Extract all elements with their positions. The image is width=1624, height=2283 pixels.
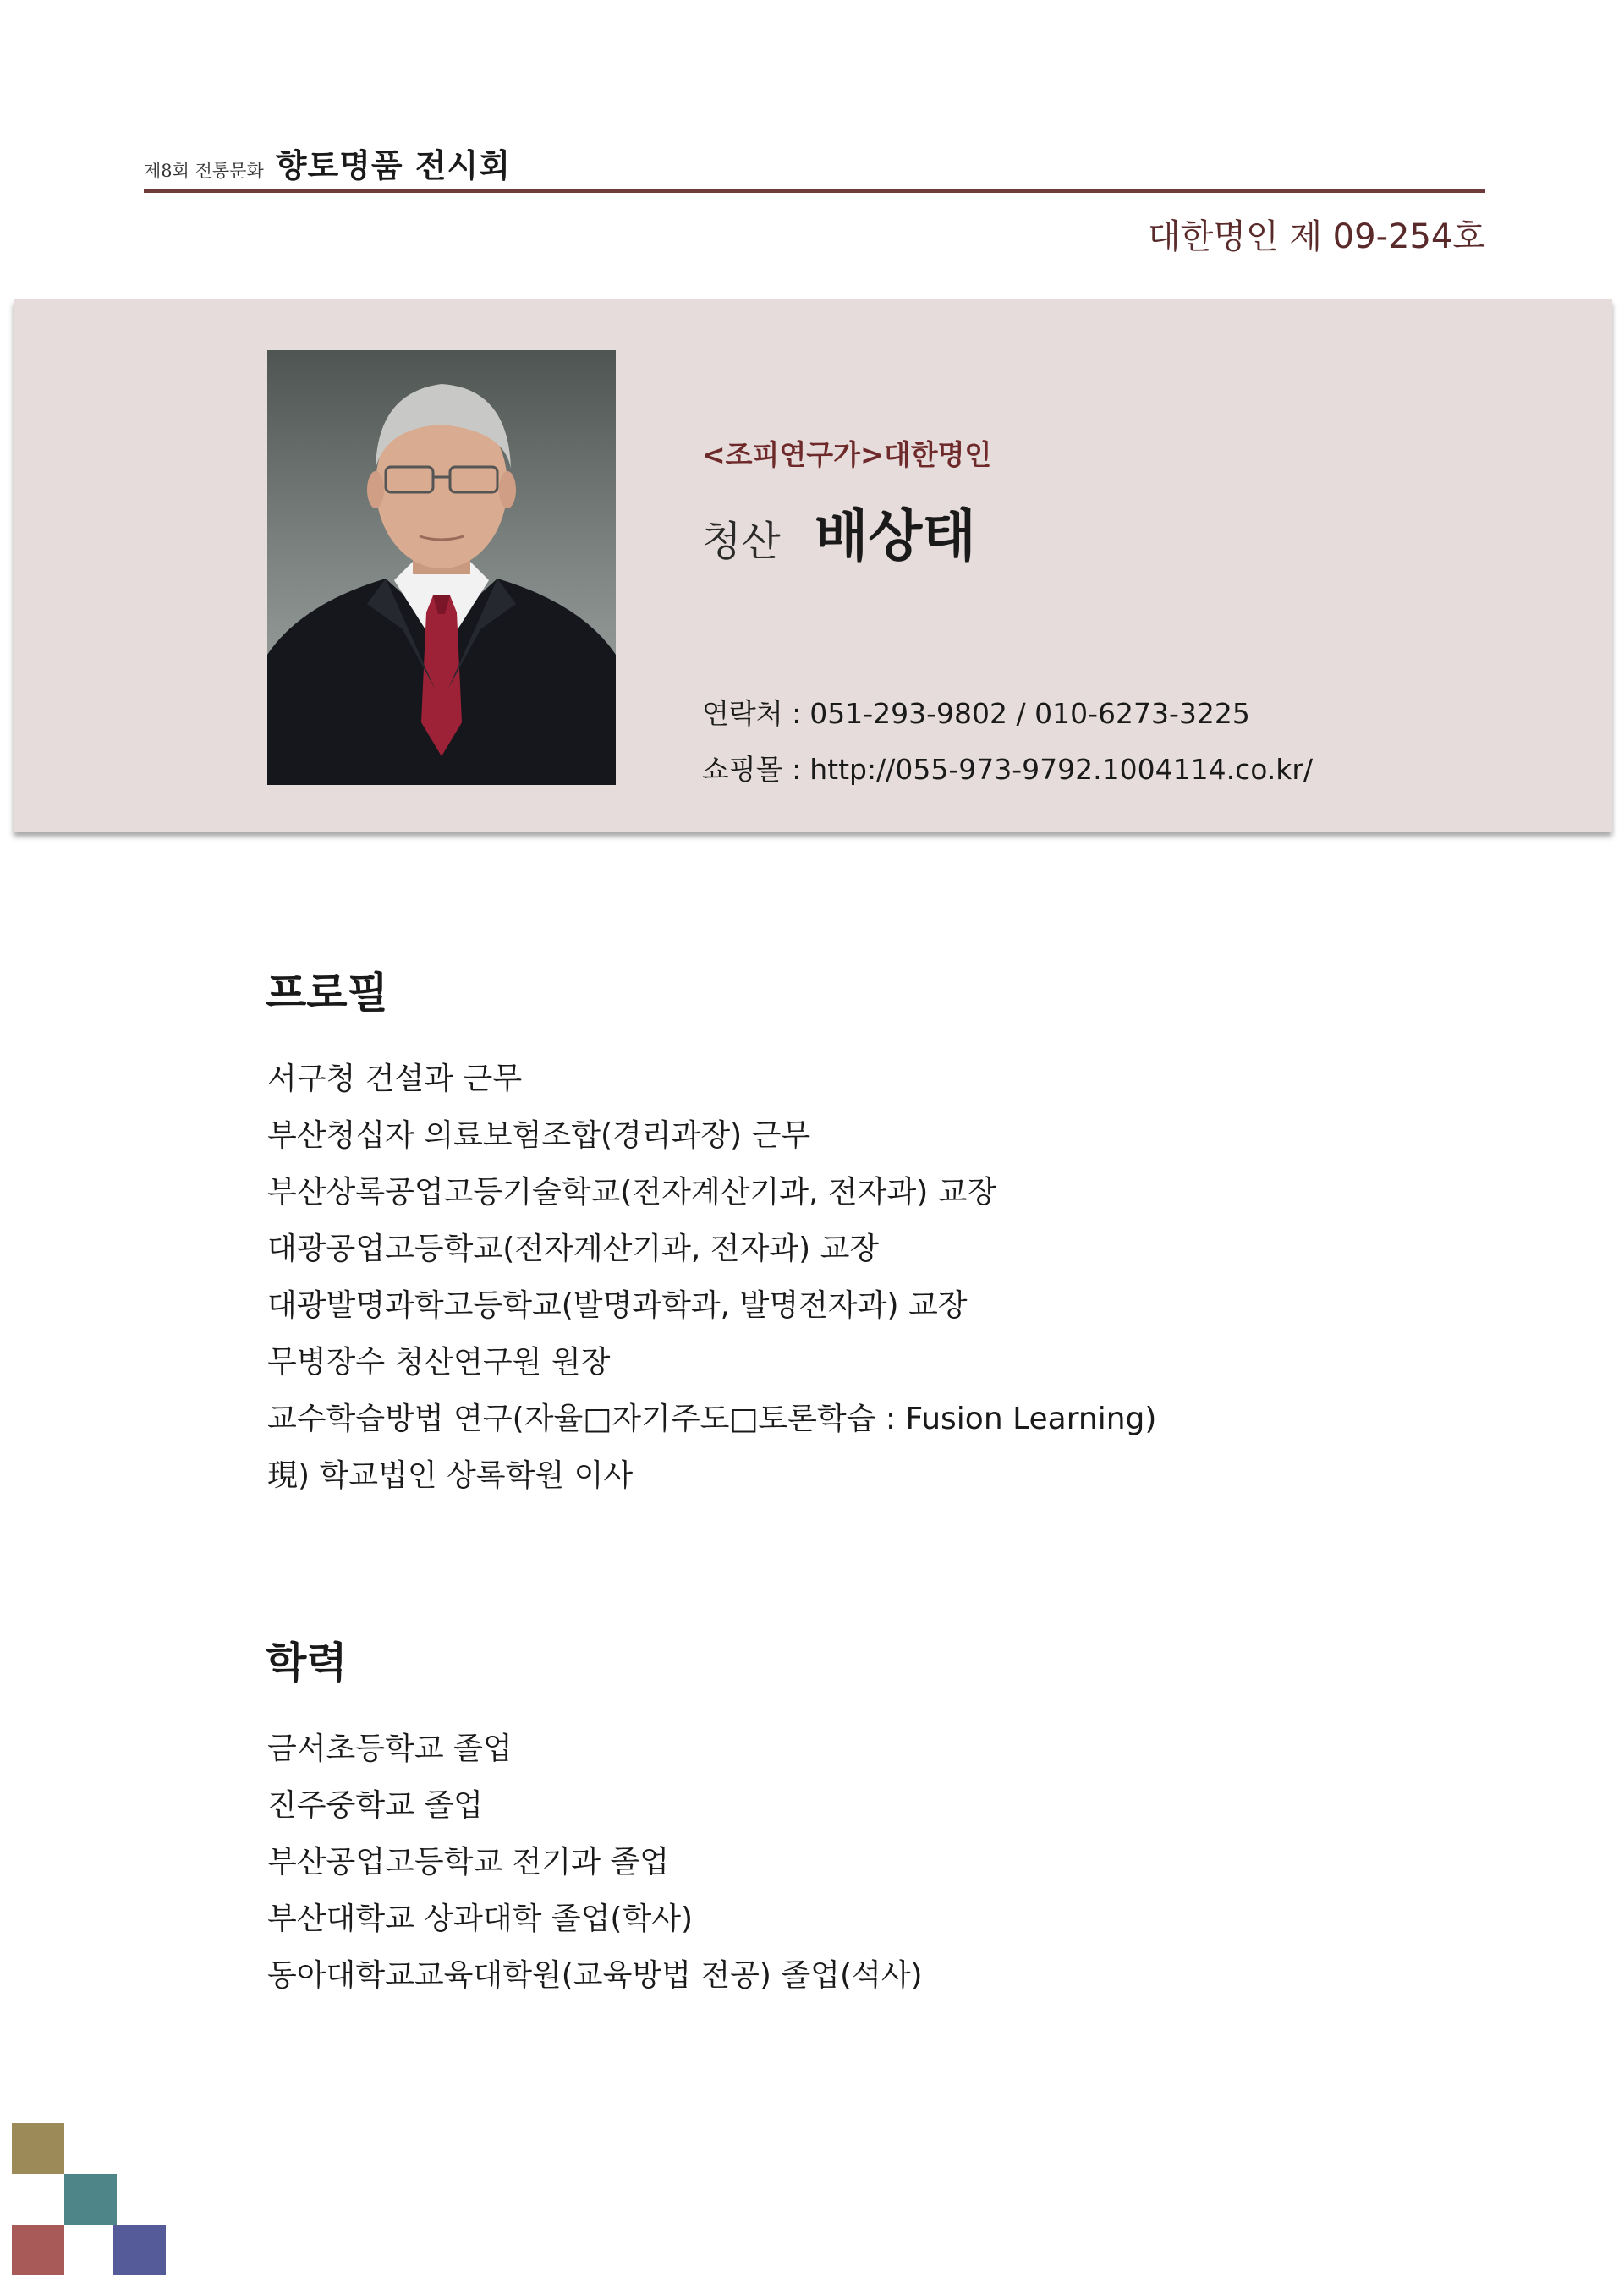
education-heading: 학력 (266, 1638, 348, 1688)
decor-square-teal (64, 2174, 117, 2225)
profile-list (267, 1051, 1156, 1504)
pen-name: 청산 (702, 518, 781, 565)
education-item: 금서초등학교 졸업 (267, 1731, 513, 1766)
profile-item: 교수학습방법 연구(자율□자기주도□토론학습 : Fusion Learning) (267, 1402, 1157, 1436)
education-item: 동아대학교교육대학원(교육방법 전공) 졸업(석사) (267, 1958, 923, 1993)
contact-value: 051-293-9802 / 010-6273-3225 (809, 697, 1250, 730)
header-rule (144, 189, 1485, 193)
profile-heading: 프로필 (266, 969, 388, 1018)
person-name: 배상태 (814, 503, 977, 568)
shop-label: 쇼핑몰 : (702, 753, 802, 786)
header-title: 향토명품 전시회 (275, 147, 511, 184)
contact-label: 연락처 : (702, 697, 802, 730)
contact-row (702, 692, 1250, 732)
education-item: 부산공업고등학교 전기과 졸업 (267, 1845, 669, 1880)
profile-item: 대광발명과학고등학교(발명과학과, 발명전자과) 교장 (267, 1288, 968, 1323)
shop-link[interactable]: http://055-973-9792.1004114.co.kr/ (809, 753, 1314, 786)
certificate-number: 대한명인 제 09-254호 (1148, 217, 1485, 256)
decor-square-gold (12, 2123, 64, 2174)
header-subtitle: 제8회 전통문화 (144, 161, 264, 181)
name-row (702, 491, 976, 571)
decor-square-blue (113, 2225, 166, 2275)
shop-row (702, 748, 1313, 788)
education-list (267, 1720, 923, 2004)
profile-item: 서구청 건설과 근무 (267, 1062, 523, 1096)
header (144, 140, 511, 186)
profile-item: 부산상록공업고등기술학교(전자계산기과, 전자과) 교장 (267, 1175, 997, 1210)
profile-item: 現) 학교법인 상록학원 이사 (267, 1458, 634, 1493)
education-item: 부산대학교 상과대학 졸업(학사) (267, 1902, 694, 1936)
portrait-photo (267, 350, 616, 785)
profile-item: 무병장수 청산연구원 원장 (267, 1345, 611, 1380)
decor-square-red (12, 2225, 64, 2275)
profile-item: 대광공업고등학교(전자계산기과, 전자과) 교장 (267, 1232, 880, 1266)
profile-item: 부산청십자 의료보험조합(경리과장) 근무 (267, 1118, 811, 1153)
title-subtitle: <조피연구가>대한명인 (702, 438, 992, 471)
education-item: 진주중학교 졸업 (267, 1788, 483, 1823)
